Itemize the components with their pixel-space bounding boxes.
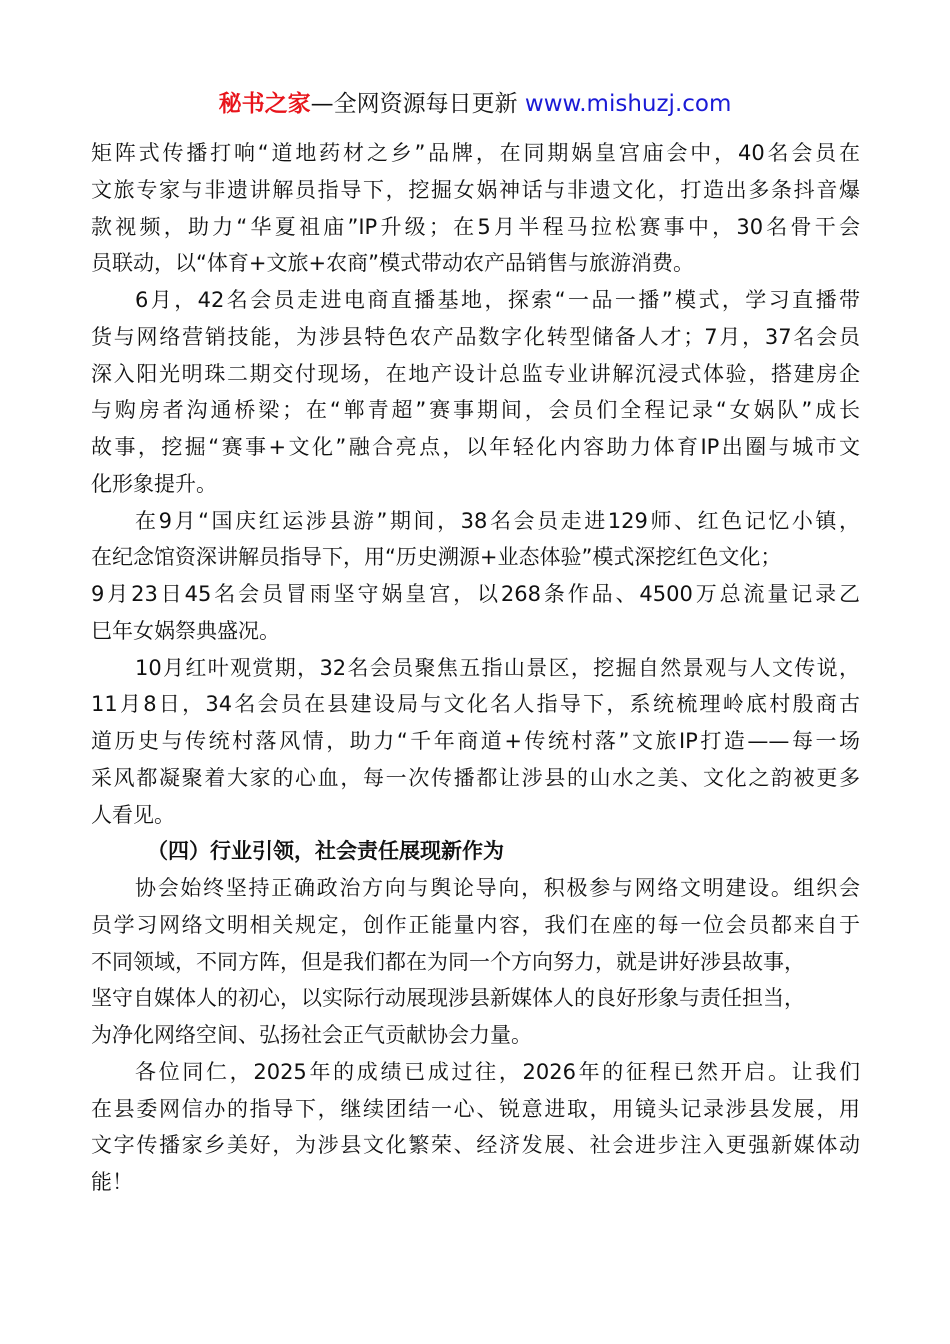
text-line: 道历史与传统村落风情，助力“千年商道+传统村落”文旅IP打造——每一场: [91, 729, 860, 753]
section-heading: （四）行业引领，社会责任展现新作为: [147, 839, 504, 864]
text-line: 深入阳光明珠二期交付现场，在地产设计总监专业讲解沉浸式体验，搭建房企: [91, 361, 860, 386]
text-line: 能！: [91, 1170, 133, 1194]
brand-name: 秘书之家: [218, 91, 311, 117]
text-line: 故事，挖掘“赛事+文化”融合亮点，以年轻化内容助力体育IP出圈与城市文: [91, 435, 860, 459]
text-line: 在9月“国庆红运涉县游”期间，38名会员走进129师、红色记忆小镇，: [135, 508, 860, 533]
text-line: 在纪念馆资深讲解员指导下，用“历史溯源+业态体验”模式深挖红色文化；: [91, 545, 782, 570]
text-line: 9月23日45名会员冒雨坚守娲皇宫，以268条作品、4500万总流量记录乙: [91, 582, 860, 606]
text-line: 各位同仁，2025年的成绩已成过往，2026年的征程已然开启。让我们: [135, 1059, 860, 1084]
text-line: 文字传播家乡美好，为涉县文化繁荣、经济发展、社会进步注入更强新媒体动: [91, 1133, 860, 1158]
site-header: [0, 88, 950, 120]
header-slogan: —全网资源每日更新: [310, 91, 525, 117]
site-url-link[interactable]: www.mishuzj.com: [524, 91, 732, 117]
text-line: 协会始终坚持正确政治方向与舆论导向，积极参与网络文明建设。组织会: [135, 876, 860, 900]
text-line: 员联动，以“体育+文旅+农商”模式带动农产品销售与旅游消费。: [91, 251, 694, 276]
text-line: 人看见。: [91, 802, 175, 827]
text-line: 采风都凝聚着大家的心血，每一次传播都让涉县的山水之美、文化之韵被更多: [91, 765, 860, 790]
text-line: 货与网络营销技能，为涉县特色农产品数字化转型储备人才；7月，37名会员: [91, 324, 860, 349]
text-line: 化形象提升。: [91, 471, 217, 496]
text-line: 巳年女娲祭典盛况。: [91, 618, 280, 643]
text-line: 与购房者沟通桥梁；在“郸青超”赛事期间，会员们全程记录“女娲队”成长: [91, 398, 860, 423]
text-line: 矩阵式传播打响“道地药材之乡”品牌，在同期娲皇宫庙会中，40名会员在: [91, 141, 860, 165]
text-line: 不同领域，不同方阵，但是我们都在为同一个方向努力，就是讲好涉县故事，: [91, 949, 805, 974]
text-line: 为净化网络空间、弘扬社会正气贡献协会力量。: [91, 1023, 532, 1047]
text-line: 坚守自媒体人的初心，以实际行动展现涉县新媒体人的良好形象与责任担当，: [91, 986, 805, 1011]
text-line: 11月8日，34名会员在县建设局与文化名人指导下，系统梳理岭底村殷商古: [91, 692, 860, 717]
text-line: 员学习网络文明相关规定，创作正能量内容，我们在座的每一位会员都来自于: [91, 912, 860, 937]
text-line: 款视频，助力“华夏祖庙”IP升级；在5月半程马拉松赛事中，30名骨干会: [91, 214, 860, 239]
document-body: [91, 135, 860, 1201]
text-line: 6月，42名会员走进电商直播基地，探索“一品一播”模式，学习直播带: [135, 288, 860, 312]
text-line: 在县委网信办的指导下，继续团结一心、锐意进取，用镜头记录涉县发展，用: [91, 1096, 860, 1121]
text-line: 文旅专家与非遗讲解员指导下，挖掘女娲神话与非遗文化，打造出多条抖音爆: [91, 177, 860, 202]
text-line: 10月红叶观赏期，32名会员聚焦五指山景区，挖掘自然景观与人文传说，: [135, 655, 860, 680]
